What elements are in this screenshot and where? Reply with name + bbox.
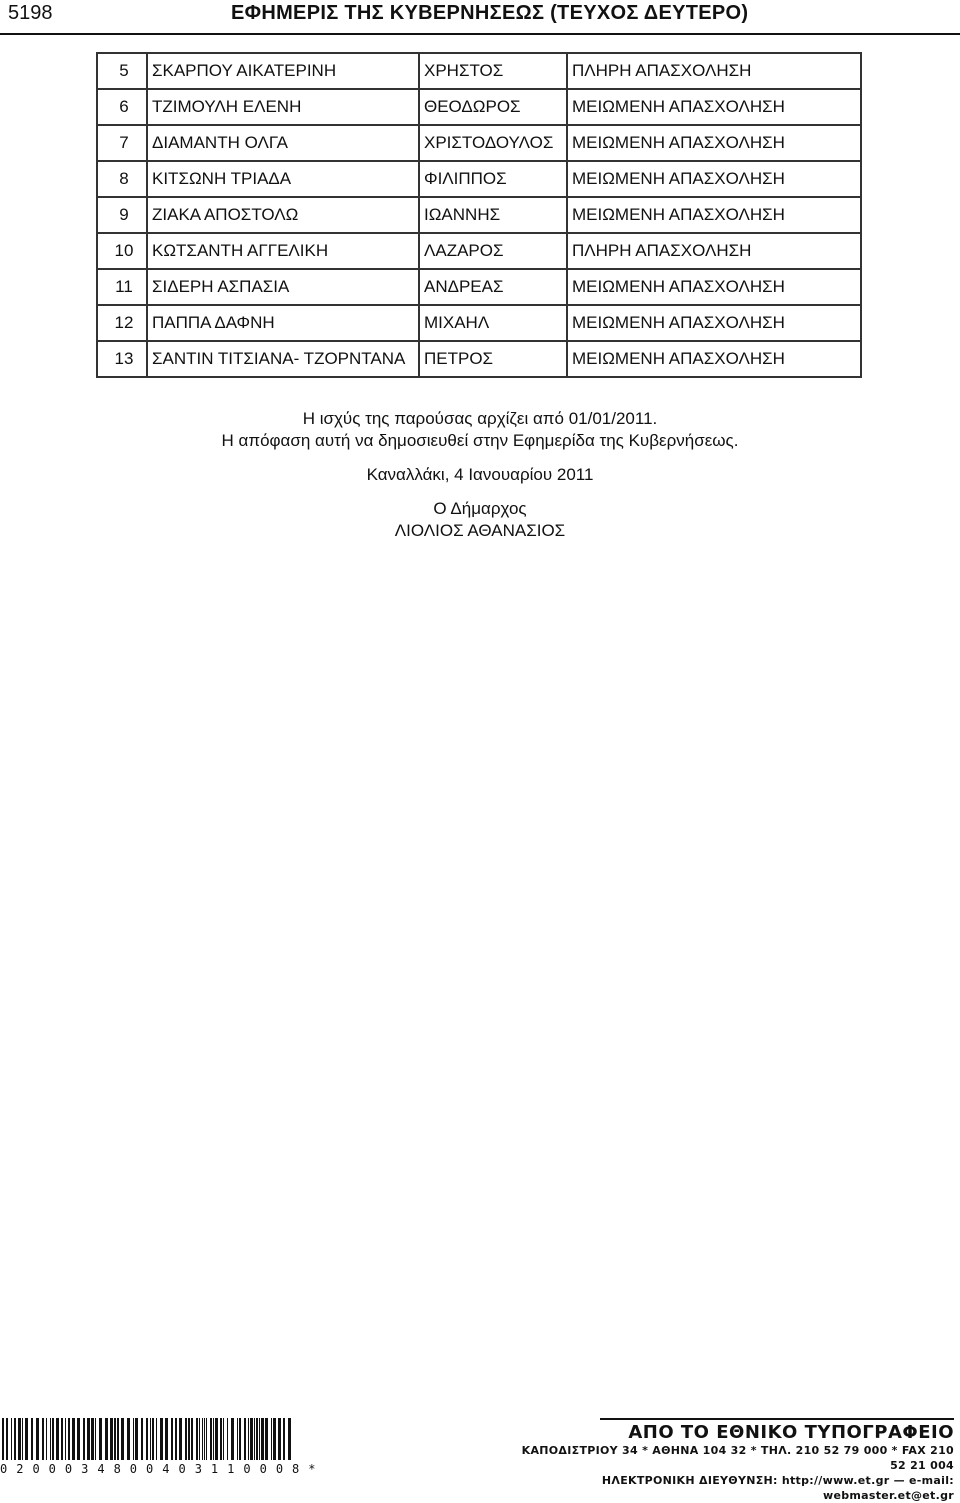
barcode-bar [121,1418,124,1460]
barcode-bar [185,1418,187,1460]
barcode-bar [261,1418,264,1460]
barcode-bar [11,1418,12,1460]
employee-name: ΠΑΠΠΑ ΔΑΦΝΗ [147,305,419,341]
barcode-bar [237,1418,238,1460]
barcode-bar [77,1418,80,1460]
barcode-bar [179,1418,182,1460]
employee-name: ΣΑΝΤΙΝ ΤΙΤΣΙΑΝΑ- ΤΖΟΡΝΤΑΝΑ [147,341,419,377]
barcode-bar [150,1418,151,1460]
employment-type: ΜΕΙΩΜΕΝΗ ΑΠΑΣΧΟΛΗΣΗ [567,89,861,125]
barcode-bar [250,1418,253,1460]
row-number: 11 [97,269,147,305]
barcode-bar [117,1418,119,1460]
barcode-bar [231,1418,234,1460]
employee-name: ΤΖΙΜΟΥΛΗ ΕΛΕΝΗ [147,89,419,125]
barcode-bar [99,1418,102,1460]
employment-type: ΜΕΙΩΜΕΝΗ ΑΠΑΣΧΟΛΗΣΗ [567,161,861,197]
barcode-bar [220,1418,222,1460]
barcode-bar [14,1418,16,1460]
barcode-bar [52,1418,54,1460]
employment-type: ΠΛΗΡΗ ΑΠΑΣΧΟΛΗΣΗ [567,233,861,269]
staff-table [96,52,862,378]
table-row [97,161,861,197]
printer-block [514,1418,954,1503]
barcode-bar [87,1418,90,1460]
employee-name: ΚΙΤΣΩΝΗ ΤΡΙΑΔΑ [147,161,419,197]
barcode-digits: 0200034800403110008* [0,1462,325,1476]
page-header [0,0,960,34]
barcode-bar [105,1418,108,1460]
barcode-bar [141,1418,143,1460]
employment-type: ΠΛΗΡΗ ΑΠΑΣΧΟΛΗΣΗ [567,53,861,89]
father-name: ΜΙΧΑΗΛ [419,305,567,341]
barcode-bar [146,1418,148,1460]
barcode-bar [196,1418,198,1460]
barcode-bar [133,1418,134,1460]
barcode-bar [202,1418,203,1460]
employee-name: ΣΙΔΕΡΗ ΑΣΠΑΣΙΑ [147,269,419,305]
printer-address: ΚΑΠΟΔΙΣΤΡΙΟΥ 34 * ΑΘΗΝΑ 104 32 * ΤΗΛ. 210 52 79 000 * FAX 210 52 21 004 [521,1444,954,1472]
barcode-bar [2,1418,4,1460]
employment-type: ΜΕΙΩΜΕΝΗ ΑΠΑΣΧΟΛΗΣΗ [567,305,861,341]
barcode-bar [152,1418,154,1460]
barcode-bar [31,1418,33,1460]
barcode-bar [61,1418,63,1460]
barcode-bar [6,1418,8,1460]
barcode-bar [278,1418,281,1460]
barcode-bar [213,1418,214,1460]
barcode-bar [135,1418,138,1460]
barcode-bars [0,1418,296,1460]
barcode-bar [42,1418,44,1460]
barcode-bar [227,1418,228,1460]
employee-name: ΣΚΑΡΠΟΥ ΑΙΚΑΤΕΡΙΝΗ [147,53,419,89]
barcode-bar [199,1418,200,1460]
page-number: 5198 [8,2,53,24]
barcode-bar [215,1418,218,1460]
publication-note: Η απόφαση αυτή να δημοσιευθεί στην Εφημερίδα της Κυβερνήσεως. [221,431,739,450]
barcode-bar [188,1418,190,1460]
table-row [97,125,861,161]
printer-web: ΗΛΕΚΤΡΟΝΙΚΗ ΔΙΕΥΘΥΝΣΗ: http://www.et.gr — e-mail: webmaster.et@et.gr [601,1474,954,1502]
father-name: ΧΡΗΣΤΟΣ [419,53,567,89]
validity-note: Η ισχύς της παρούσας αρχίζει από 01/01/2011. [302,409,658,428]
barcode-bar [223,1418,224,1460]
father-name: ΑΝΔΡΕΑΣ [419,269,567,305]
table-row [97,341,861,377]
row-number: 5 [97,53,147,89]
table-row [97,89,861,125]
barcode-bar [36,1418,39,1460]
barcode-bar [50,1418,51,1460]
printer-rule [600,1418,954,1420]
barcode-bar [283,1418,285,1460]
row-number: 9 [97,197,147,233]
barcode-bar [204,1418,205,1460]
barcode-bar [56,1418,59,1460]
employment-type: ΜΕΙΩΜΕΝΗ ΑΠΑΣΧΟΛΗΣΗ [567,197,861,233]
row-number: 12 [97,305,147,341]
printer-title: ΑΠΟ ΤΟ ΕΘΝΙΚΟ ΤΥΠΟΓΡΑΦΕΙΟ [628,1422,954,1443]
barcode-bar [248,1418,249,1460]
place-date: Καναλλάκι, 4 Ιανουαρίου 2011 [366,465,594,484]
father-name: ΙΩΑΝΝΗΣ [419,197,567,233]
barcode-bar [256,1418,258,1460]
table-row [97,269,861,305]
barcode-bar [160,1418,163,1460]
employment-type: ΜΕΙΩΜΕΝΗ ΑΠΑΣΧΟΛΗΣΗ [567,341,861,377]
barcode-bar [244,1418,246,1460]
barcode-bar [191,1418,193,1460]
row-number: 7 [97,125,147,161]
table-row [97,233,861,269]
father-name: ΧΡΙΣΤΟΔΟΥΛΟΣ [419,125,567,161]
barcode-bar [46,1418,47,1460]
barcode-bar [18,1418,21,1460]
barcode-bar [114,1418,116,1460]
row-number: 8 [97,161,147,197]
staff-table-body [97,53,861,377]
employee-name: ΚΩΤΣΑΝΤΗ ΑΓΓΕΛΙΚΗ [147,233,419,269]
barcode-bar [206,1418,207,1460]
barcode-bar [271,1418,272,1460]
father-name: ΠΕΤΡΟΣ [419,341,567,377]
employee-name: ΖΙΑΚΑ ΑΠΟΣΤΟΛΩ [147,197,419,233]
employment-type: ΜΕΙΩΜΕΝΗ ΑΠΑΣΧΟΛΗΣΗ [567,125,861,161]
barcode-bar [91,1418,94,1460]
gazette-title: ΕΦΗΜΕΡΙΣ ΤΗΣ ΚΥΒΕΡΝΗΣΕΩΣ (ΤΕΥΧΟΣ ΔΕΥΤΕΡΟ) [231,2,749,24]
barcode [0,1418,325,1476]
father-name: ΦΙΛΙΠΠΟΣ [419,161,567,197]
barcode-bar [273,1418,276,1460]
barcode-bar [265,1418,268,1460]
barcode-bar [165,1418,168,1460]
signatory-name: ΛΙΟΛΙΟΣ ΑΘΑΝΑΣΙΟΣ [394,521,566,540]
row-number: 6 [97,89,147,125]
barcode-bar [95,1418,96,1460]
barcode-bar [171,1418,173,1460]
employee-name: ΔΙΑΜΑΝΤΗ ΟΛΓΑ [147,125,419,161]
barcode-bar [83,1418,85,1460]
barcode-bar [288,1418,291,1460]
decision-notes [0,408,960,542]
barcode-bar [110,1418,113,1460]
table-row [97,305,861,341]
barcode-bar [175,1418,177,1460]
barcode-bar [259,1418,260,1460]
row-number: 10 [97,233,147,269]
table-row [97,53,861,89]
barcode-bar [25,1418,28,1460]
signatory-title: Ο Δήμαρχος [433,499,527,518]
table-row [97,197,861,233]
father-name: ΘΕΟΔΩΡΟΣ [419,89,567,125]
barcode-bar [156,1418,157,1460]
barcode-bar [210,1418,212,1460]
father-name: ΛΑΖΑΡΟΣ [419,233,567,269]
employment-type: ΜΕΙΩΜΕΝΗ ΑΠΑΣΧΟΛΗΣΗ [567,269,861,305]
barcode-bar [239,1418,241,1460]
barcode-bar [22,1418,23,1460]
barcode-bar [68,1418,70,1460]
header-rule [0,33,960,35]
barcode-bar [254,1418,255,1460]
barcode-bar [65,1418,66,1460]
barcode-bar [127,1418,130,1460]
barcode-bar [72,1418,75,1460]
row-number: 13 [97,341,147,377]
